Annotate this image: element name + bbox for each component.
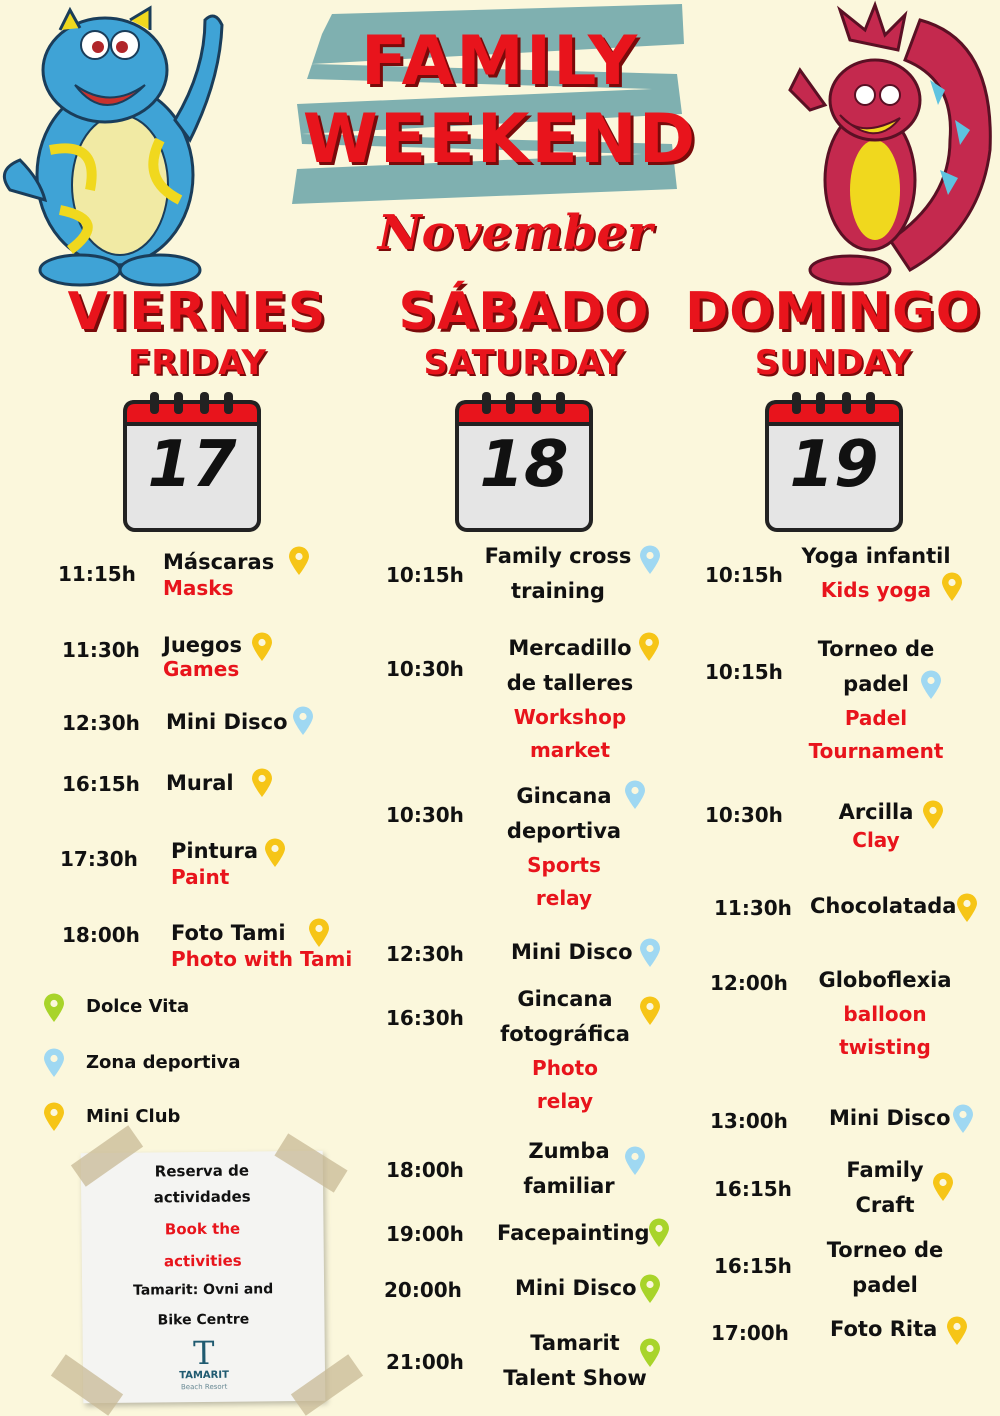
- activity-en: Games: [163, 657, 240, 681]
- calendar-friday: [122, 392, 262, 534]
- title-weekend: WEEKEND: [302, 100, 698, 179]
- event-time: 17:30h: [60, 847, 138, 871]
- activity-en: Photo with Tami: [171, 947, 353, 971]
- day-sunday-spanish: DOMINGO: [685, 282, 981, 342]
- activity-en-line1: Padel: [844, 706, 908, 730]
- pin-yellow-icon: [922, 800, 944, 830]
- event-time: 10:15h: [705, 563, 783, 587]
- title-family: FAMILY: [360, 22, 640, 101]
- event-activity: [485, 982, 645, 1118]
- activity-en-line2: Tournament: [808, 739, 944, 763]
- event-activity: [490, 631, 650, 767]
- day-friday-english: FRIDAY: [128, 343, 266, 383]
- pin-blue-icon: [624, 1146, 646, 1176]
- dragon-mascot-icon: [0, 0, 235, 290]
- activity-es-line1: Gincana: [517, 987, 613, 1011]
- pin-blue-icon: [292, 706, 314, 736]
- event-activity: [805, 1233, 965, 1303]
- note-bike-centre: Bike Centre: [157, 1311, 250, 1329]
- note-reserva: Reserva de: [154, 1161, 250, 1181]
- activity-es: Juegos: [163, 633, 242, 657]
- event-activity: [171, 836, 258, 888]
- event-time: 11:30h: [714, 896, 792, 920]
- date-saturday: 18: [479, 428, 569, 502]
- event-time: 20:00h: [384, 1278, 462, 1302]
- activity-es-line2: de talleres: [506, 671, 634, 695]
- activity-en: Masks: [163, 576, 234, 600]
- event-time: 18:00h: [62, 923, 140, 947]
- activity-es: Mini Disco: [166, 710, 288, 734]
- activity-es: Pintura: [171, 839, 259, 863]
- activity-en-line1: Sports: [527, 853, 601, 877]
- pin-yellow-icon: [639, 996, 661, 1026]
- activity-es-line2: Talent Show: [503, 1366, 647, 1390]
- activity-es: Yoga infantil: [801, 544, 951, 568]
- activity-es: Chocolatada: [810, 894, 957, 918]
- event-activity: [830, 1312, 937, 1347]
- event-time: 17:00h: [711, 1321, 789, 1345]
- pin-yellow-icon: [288, 546, 310, 576]
- event-activity: [495, 1326, 655, 1396]
- event-activity: [515, 1271, 637, 1306]
- activity-es-line1: Gincana: [516, 784, 612, 808]
- activity-es-line1: Torneo de: [817, 637, 935, 661]
- activity-es: Mini Disco: [829, 1106, 951, 1130]
- activity-es-line1: Torneo de: [826, 1238, 944, 1262]
- event-time: 16:15h: [714, 1254, 792, 1278]
- legend-mini-club: Mini Club: [86, 1106, 181, 1127]
- pin-yellow-icon: [638, 632, 660, 662]
- day-saturday-spanish: SÁBADO: [398, 282, 650, 342]
- event-activity: [478, 539, 638, 609]
- activity-es-line2: padel: [843, 672, 909, 696]
- pin-blue-icon: [639, 545, 661, 575]
- activity-es-line1: Tamarit: [530, 1331, 620, 1355]
- activity-en-line1: Workshop: [513, 705, 627, 729]
- activity-en-line2: relay: [536, 1089, 594, 1113]
- activity-es: Arcilla: [838, 800, 914, 824]
- day-saturday-english: SATURDAY: [423, 343, 625, 383]
- activity-es: Foto Rita: [830, 1317, 938, 1341]
- note-activities: activities: [163, 1251, 242, 1271]
- activity-en-line2: relay: [535, 886, 593, 910]
- activity-es-line2: fotográfica: [500, 1022, 630, 1046]
- note-actividades: actividades: [153, 1187, 251, 1207]
- event-time: 21:00h: [386, 1350, 464, 1374]
- date-sunday: 19: [789, 428, 879, 502]
- activity-es: Facepainting: [497, 1221, 650, 1245]
- pin-blue-icon: [624, 780, 646, 810]
- note-location: Tamarit: Ovni and: [132, 1281, 274, 1299]
- activity-es-line1: Mercadillo: [508, 636, 632, 660]
- event-time: 10:15h: [386, 563, 464, 587]
- event-activity: [796, 539, 956, 607]
- pin-yellow-icon: [264, 838, 286, 868]
- legend-zona-deportiva: Zona deportiva: [86, 1052, 241, 1073]
- event-activity: [497, 1216, 650, 1251]
- event-activity: [829, 1101, 951, 1136]
- activity-es: Globoflexia: [818, 968, 952, 992]
- event-activity: [484, 779, 644, 915]
- activity-es-line2: training: [511, 579, 605, 603]
- pin-blue-icon: [639, 938, 661, 968]
- event-time: 13:00h: [710, 1109, 788, 1133]
- month-label: November: [377, 205, 653, 261]
- event-time: 11:30h: [62, 638, 140, 662]
- event-time: 16:30h: [386, 1006, 464, 1030]
- event-time: 18:00h: [386, 1158, 464, 1182]
- tamarit-logo-name: TAMARIT: [179, 1369, 229, 1382]
- activity-es-line1: Family cross: [484, 544, 632, 568]
- event-activity: [163, 632, 242, 680]
- activity-es-line2: familiar: [523, 1174, 615, 1198]
- event-activity: [805, 963, 965, 1064]
- event-activity: [166, 766, 234, 801]
- pin-blue-icon: [43, 1048, 65, 1078]
- activity-es-line2: Craft: [855, 1193, 915, 1217]
- pin-yellow-icon: [946, 1316, 968, 1346]
- event-time: 16:15h: [714, 1177, 792, 1201]
- event-time: 10:15h: [705, 660, 783, 684]
- pin-green-icon: [639, 1274, 661, 1304]
- activity-en-line1: Photo: [532, 1056, 598, 1080]
- pin-blue-icon: [920, 670, 942, 700]
- activity-en: Paint: [171, 865, 230, 889]
- event-time: 12:00h: [710, 971, 788, 995]
- activity-es-line2: deportiva: [506, 819, 622, 843]
- activity-es: Máscaras: [163, 550, 275, 574]
- pin-yellow-icon: [308, 918, 330, 948]
- event-time: 16:15h: [62, 772, 140, 796]
- pin-green-icon: [639, 1338, 661, 1368]
- activity-en-line2: twisting: [839, 1035, 931, 1059]
- pin-yellow-icon: [956, 893, 978, 923]
- day-friday-spanish: VIERNES: [67, 282, 327, 342]
- pin-yellow-icon: [43, 1102, 65, 1132]
- calendar-saturday: [454, 392, 594, 534]
- activity-es: Mini Disco: [515, 1276, 637, 1300]
- activity-es-line1: Family: [846, 1158, 924, 1182]
- legend-dolce-vita: Dolce Vita: [86, 996, 190, 1017]
- pin-yellow-icon: [932, 1172, 954, 1202]
- creature-mascot-icon: [780, 0, 1000, 290]
- event-time: 10:30h: [386, 803, 464, 827]
- calendar-sunday: [764, 392, 904, 534]
- event-time: 12:30h: [62, 711, 140, 735]
- activity-en: Clay: [852, 828, 900, 852]
- activity-es: Mini Disco: [511, 940, 633, 964]
- activity-en-line1: balloon: [843, 1002, 927, 1026]
- day-sunday-english: SUNDAY: [754, 343, 912, 383]
- pin-yellow-icon: [251, 768, 273, 798]
- activity-es: Mural: [166, 771, 234, 795]
- pin-green-icon: [43, 993, 65, 1023]
- event-time: 19:00h: [386, 1222, 464, 1246]
- activity-en: Kids yoga: [820, 578, 932, 602]
- event-activity: [810, 889, 956, 924]
- event-activity: [163, 545, 274, 605]
- event-time: 12:30h: [386, 942, 464, 966]
- date-friday: 17: [147, 428, 237, 502]
- pin-yellow-icon: [941, 572, 963, 602]
- activity-es-line2: padel: [852, 1273, 918, 1297]
- activity-es-line1: Zumba: [528, 1139, 610, 1163]
- tamarit-logo-sub: Beach Resort: [180, 1382, 228, 1392]
- activity-es: Foto Tami: [171, 921, 286, 945]
- event-activity: [166, 705, 288, 740]
- pin-blue-icon: [952, 1104, 974, 1134]
- event-time: 11:15h: [58, 562, 136, 586]
- pin-yellow-icon: [251, 632, 273, 662]
- event-activity: [511, 935, 633, 970]
- event-time: 10:30h: [705, 803, 783, 827]
- activity-en-line2: market: [529, 738, 611, 762]
- pin-green-icon: [648, 1218, 670, 1248]
- event-time: 10:30h: [386, 657, 464, 681]
- booking-note: [81, 1151, 326, 1404]
- tamarit-logo-icon: T: [192, 1333, 215, 1373]
- note-book-the: Book the: [164, 1219, 241, 1239]
